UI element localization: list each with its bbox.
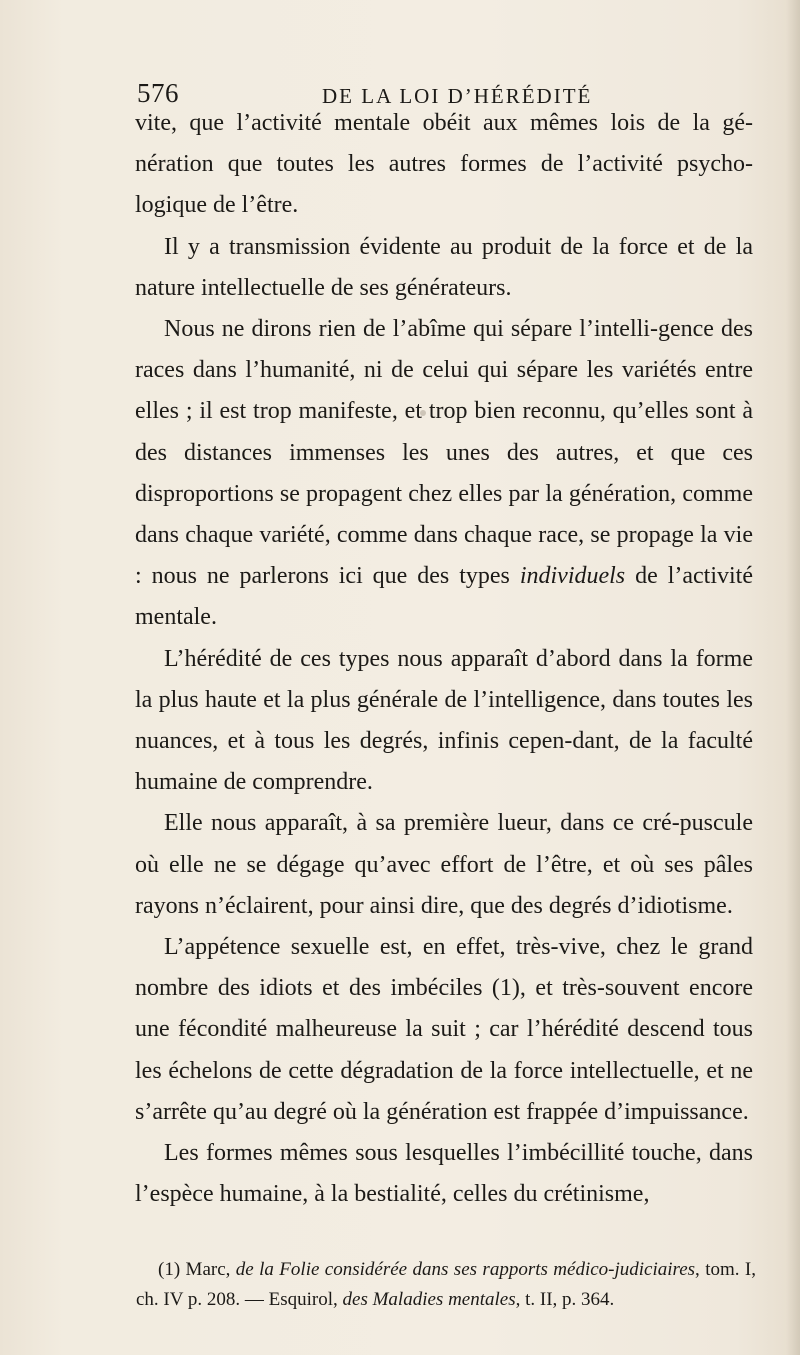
paragraph-3-text-a: Nous ne dirons rien de l’abîme qui sépare l’intelli-gence des races dans l’humanité, ni de celui qui sépare les variétés entre elles ; il est trop manifeste, et trop bien reconnu, qu’elles sont à des distances immenses les unes des autres, et que ces disproportions se propagent chez elles par la génération, comme dans chaque variété, comme dans chaque race, se propage la vie : nous ne parlerons ici que des types xyxy=(135,316,753,590)
ink-spot xyxy=(455,855,459,859)
footnote-mid: , tom. I, ch. IV p. 208. — Esquirol, xyxy=(136,1259,756,1310)
footnote-end: , t. II, p. 364. xyxy=(515,1289,615,1310)
page-edge-shadow xyxy=(786,0,800,1355)
footnote-title-1: de la Folie considérée dans ses rapports médico-judiciaires xyxy=(235,1259,696,1280)
paragraph-7: Les formes mêmes sous lesquelles l’imbécillité touche, dans l’espèce humaine, à la bestialité, celles du crétinisme, xyxy=(135,1140,753,1208)
page-number: 576 xyxy=(137,78,179,108)
running-head: DE LA LOI D’HÉRÉDITÉ xyxy=(322,84,593,108)
paragraph-2: Il y a transmission évidente au produit de la force et de la nature intellectuelle de ses générateurs. xyxy=(135,233,753,301)
paragraph-4: L’hérédité de ces types nous apparaît d’abord dans la forme la plus haute et la plus générale de l’intelligence, dans toutes les nuances, et à tous les degrés, infinis cepen-dant, de la faculté humaine de comprendre. xyxy=(135,645,753,796)
body-text xyxy=(135,103,753,1215)
paragraph-6: L’appétence sexuelle est, en effet, très-vive, chez le grand nombre des idiots et des imbéciles (1), et très-souvent encore une fécondité malheureuse la suit ; car l’hérédité descend tous les échelons de cette dégradation de la force intellectuelle, et ne s’arrête qu’au degré où la génération est frappée d’impuissance. xyxy=(135,934,753,1125)
footnote-text xyxy=(136,1255,756,1315)
footnote-title-2: des Maladies mentales xyxy=(342,1289,516,1310)
ink-spot xyxy=(420,410,426,416)
paragraph-1: vite, que l’activité mentale obéit aux mêmes lois de la gé-nération que toutes les autres formes de l’activité psycho-logique de l’être. xyxy=(135,110,753,219)
paragraph-3 xyxy=(135,309,753,639)
footnote xyxy=(136,1255,756,1315)
footnote-marker-author: (1) Marc, xyxy=(158,1259,236,1280)
paragraph-5: Elle nous apparaît, à sa première lueur, dans ce cré-puscule où elle ne se dégage qu’avec effort de l’être, et où ses pâles rayons n’éclairent, pour ainsi dire, que des degrés d’idiotisme. xyxy=(135,810,753,919)
paragraph-3-text-b: de l’activité mentale. xyxy=(135,563,753,631)
paragraph-3-italic: individuels xyxy=(519,563,626,590)
